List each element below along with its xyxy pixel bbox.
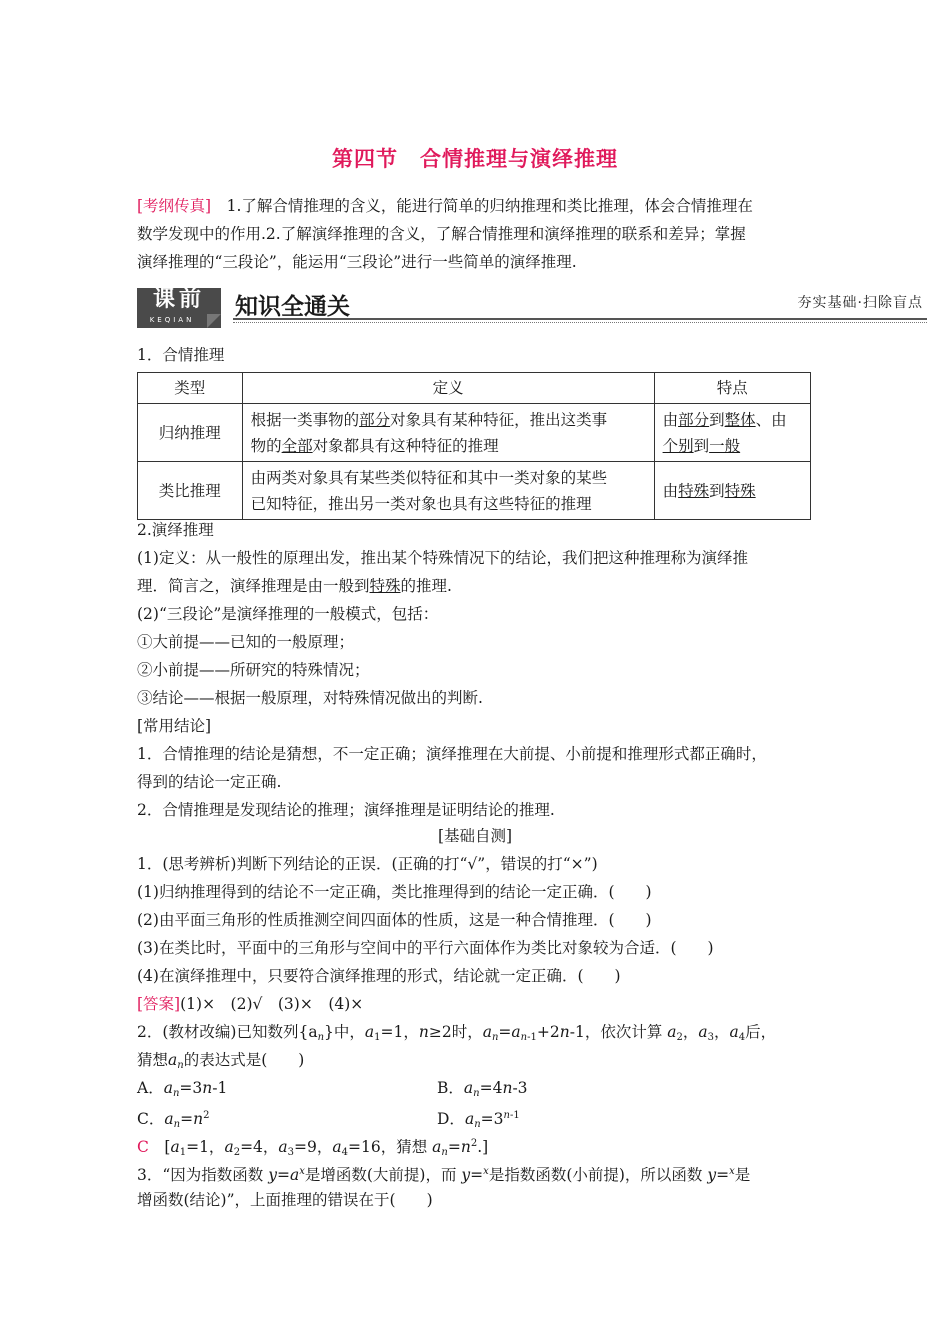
banner-corner-shape — [207, 314, 221, 328]
section-banner — [137, 286, 927, 330]
section2-heading: 2.演绎推理 — [137, 521, 214, 539]
conclusion-line-2: 得到的结论一定正确. — [137, 773, 282, 791]
banner-tag-text: 课前 — [152, 287, 205, 312]
section2-definition-1: (1)定义：从一般性的原理出发，推出某个特殊情况下的结论，我们把这种推理称为演绎推 — [137, 549, 748, 567]
question-2-answer: C [$a_1=1$，$a_2=4$，$a_3=9$，$a_4=16$，猜想 $a_n=n^2$.] — [137, 1138, 489, 1158]
table-cell-definition: 根据一类事物的部分对象具有某种特征，推出这类事 物的全部对象都具有这种特征的推理 — [242, 404, 654, 462]
question-1-item: (4)在演绎推理中，只要符合演绎推理的形式，结论就一定正确．( ) — [137, 967, 621, 985]
page-title: 第四节 合情推理与演绎推理 — [332, 147, 618, 171]
answer-letter: C — [137, 1138, 149, 1156]
table-row — [138, 404, 811, 462]
table-cell-definition: 由两类对象具有某些类似特征和其中一类对象的某些 已知特征，推出另一类对象也具有这些特征的推理 — [242, 462, 654, 520]
banner-rule — [233, 318, 927, 320]
question-3-line-2: 增函数(结论)”，上面推理的错误在于( ) — [137, 1191, 433, 1209]
question-3: 3．“因为指数函数 $y=a^x$是增函数(大前提)，而 y=$^x$是指数函数(小前提)，所以函数 y=$^x$是 — [137, 1166, 751, 1184]
table-header-row — [138, 373, 811, 404]
table-header-cell: 特点 — [654, 373, 810, 404]
table-cell-feature: 由特殊到特殊 — [654, 462, 810, 520]
option-a: A．$a_n=3n-1$ — [137, 1079, 228, 1099]
conclusions-heading: [常用结论] — [137, 717, 212, 735]
section1-heading: 1．合情推理 — [137, 346, 225, 364]
conclusion-line-1: 1．合情推理的结论是猜想，不一定正确；演绎推理在大前提、小前提和推理形式都正确时， — [137, 745, 767, 763]
list-item: ②小前提——所研究的特殊情况； — [137, 661, 370, 679]
section2-mode: (2)“三段论”是演绎推理的一般模式，包括： — [137, 605, 439, 623]
question-1-item: (1)归纳推理得到的结论不一定正确，类比推理得到的结论一定正确．( ) — [137, 883, 652, 901]
selftest-heading: [基础自测] — [437, 827, 513, 845]
question-1-item: (3)在类比时，平面中的三角形与空间中的平行六面体作为类比对象较为合适．( ) — [137, 939, 714, 957]
syllabus-line-2: 数学发现中的作用.2.了解演绎推理的含义，了解合情推理和演绎推理的联系和差异；掌握 — [137, 225, 746, 243]
banner-tag-subtext: KEQIAN — [149, 316, 195, 324]
option-d: D．$a_n=3^{n-1}$ — [437, 1110, 520, 1130]
option-b: B．$a_n=4n-3$ — [437, 1079, 528, 1099]
banner-slogan: 夯实基础·扫除盲点 — [797, 295, 923, 311]
conclusion-line-3: 2．合情推理是发现结论的推理；演绎推理是证明结论的推理. — [137, 801, 555, 819]
question-1-item: (2)由平面三角形的性质推测空间四面体的性质，这是一种合情推理．( ) — [137, 911, 652, 929]
table-header-cell: 定义 — [242, 373, 654, 404]
section2-definition-2: 理．简言之，演绎推理是由一般到特殊的推理. — [137, 577, 452, 595]
banner-dotted-rule — [233, 322, 927, 323]
syllabus-line-3: 演绎推理的“三段论”，能运用“三段论”进行一些简单的演绎推理. — [137, 253, 577, 271]
list-item: ③结论——根据一般原理，对特殊情况做出的判断. — [137, 689, 483, 707]
table-cell-type: 类比推理 — [138, 462, 243, 520]
banner-heading: 知识全通关 — [235, 294, 350, 320]
table-cell-feature: 由部分到整体、由 个别到一般 — [654, 404, 810, 462]
question-2-line-2: 猜想$a_n$的表达式是( ) — [137, 1051, 305, 1071]
table-row — [138, 462, 811, 520]
option-c: C．$a_n=n^2$ — [137, 1110, 210, 1130]
table-header-cell: 类型 — [138, 373, 243, 404]
answer-tag: [答案] — [137, 995, 181, 1013]
question-1: 1．(思考辨析)判断下列结论的正误．(正确的打“√”，错误的打“×”) — [137, 855, 598, 873]
answer-line — [137, 994, 363, 1014]
table-cell-type: 归纳推理 — [138, 404, 243, 462]
syllabus-line-1: [考纲传真] 1.了解合情推理的含义，能进行简单的归纳推理和类比推理，体会合情推理在 — [137, 197, 753, 215]
syllabus-tag: [考纲传真] — [137, 197, 212, 215]
answer-text: (1)× (2)√ (3)× (4)× — [180, 995, 364, 1013]
question-2: 2．(教材改编)已知数列$\{a_n\}$中，$a_1=1$，n≥2时，$a_n=a_{n-1}+2n-1$，依次计算 $a_2$，$a_3$，$a_4$后， — [137, 1023, 777, 1043]
reasoning-table — [137, 372, 811, 520]
list-item: ①大前提——已知的一般原理； — [137, 633, 355, 651]
